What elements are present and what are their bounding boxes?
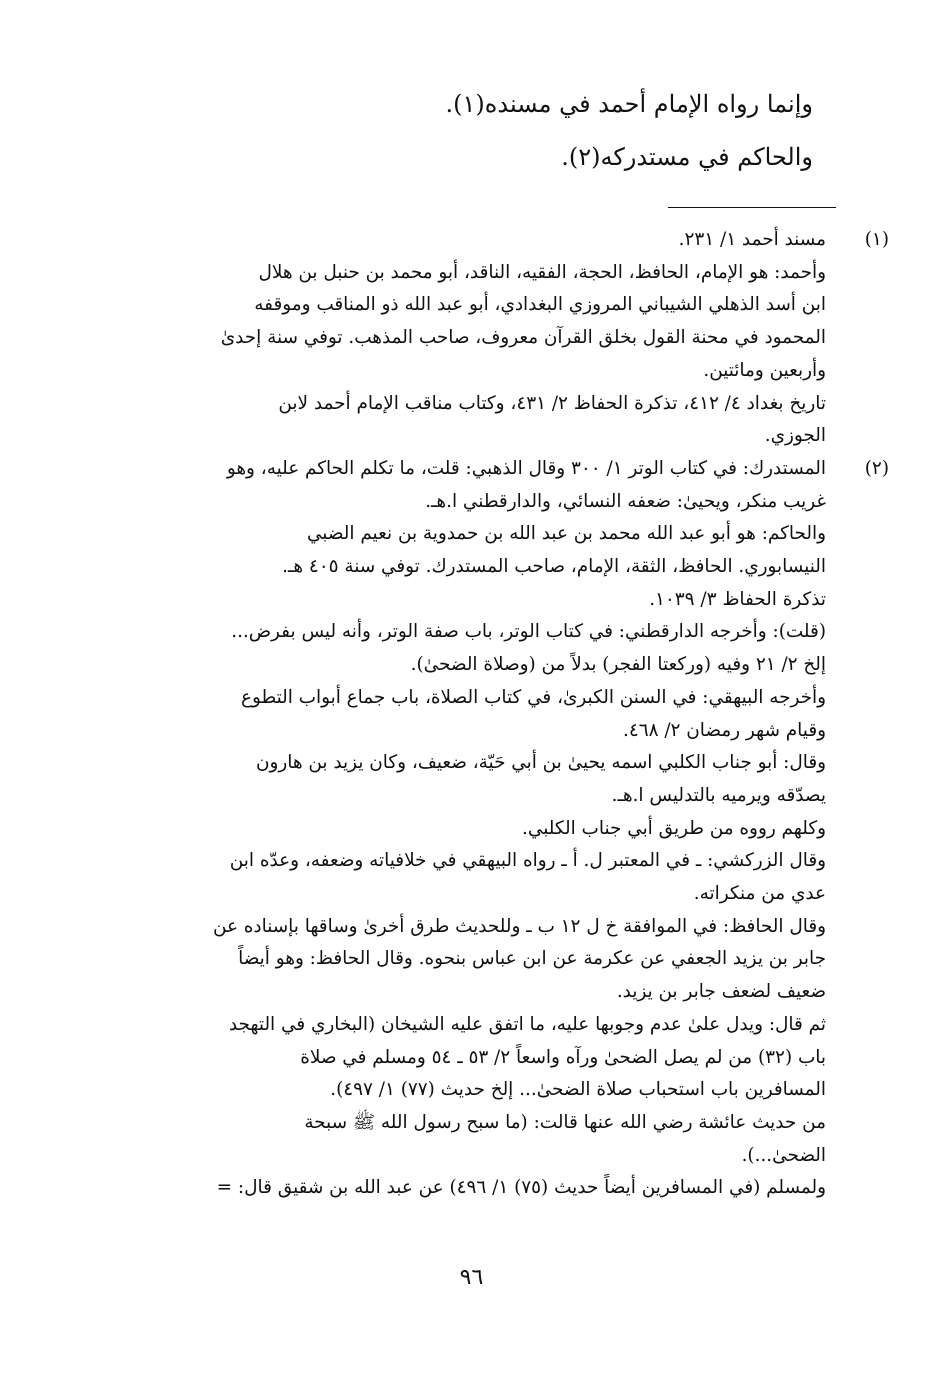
- footnote-line: (قلت): وأخرجه الدارقطني: في كتاب الوتر، باب صفة الوتر، وأنه ليس بفرض...: [231, 621, 826, 643]
- page-number: ٩٦: [459, 1265, 484, 1290]
- main-line: وإنما رواه الإمام أحمد في مسنده(١).: [445, 90, 813, 118]
- footnote-line: ثم قال: ويدل علىٰ عدم وجوبها عليه، ما اتفق عليه الشيخان (البخاري في التهجد: [228, 1013, 826, 1035]
- footnote-number: (٢): [864, 457, 889, 479]
- footnote-line: المسافرين باب استحباب صلاة الضحىٰ... إلخ حديث (٧٧) ١/ ٤٩٧).: [330, 1079, 826, 1101]
- footnote-1: [92, 224, 889, 453]
- footnote-line: النيسابوري. الحافظ، الثقة، الإمام، صاحب المستدرك. توفي سنة ٤٠٥ هـ.: [282, 556, 826, 578]
- footnotes: [92, 224, 889, 1205]
- footnote-line: المحمود في محنة القول بخلق القرآن معروف، صاحب المذهب. توفي سنة إحدىٰ: [220, 327, 826, 349]
- footnote-line: الضحىٰ...).: [741, 1144, 826, 1166]
- footnote-line: وكلهم رووه من طريق أبي جناب الكلبي.: [522, 817, 826, 839]
- footnote-line: وقيام شهر رمضان ٢/ ٤٦٨.: [622, 719, 826, 741]
- footnote-line: غريب منكر، ويحيىٰ: ضعفه النسائي، والدارقطني ا.هـ.: [425, 490, 826, 512]
- footnote-line: وقال الحافظ: في الموافقة خ ل ١٢ ب ـ وللحديث طرق أخرىٰ وساقها بإسناده عن: [212, 915, 826, 937]
- footnote-line: المستدرك: في كتاب الوتر ١/ ٣٠٠ وقال الذهبي: قلت، ما تكلم الحاكم عليه، وهو: [226, 457, 826, 479]
- footnote-line: مسند أحمد ١/ ٢٣١.: [678, 229, 826, 250]
- footnote-line: عدي من منكراته.: [693, 883, 826, 905]
- footnote-line: يصدّقه ويرميه بالتدليس ا.هـ.: [611, 784, 826, 806]
- footnote-number: (١): [864, 229, 889, 250]
- footnote-separator: [668, 207, 836, 208]
- footnote-line: والحاكم: هو أبو عبد الله محمد بن عبد الله بن حمدوية بن نعيم الضبي: [306, 523, 826, 545]
- footnote-line: وأحمد: هو الإمام، الحافظ، الحجة، الفقيه، الناقد، أبو محمد بن حنبل بن هلال: [258, 261, 826, 283]
- footnote-line: من حديث عائشة رضي الله عنها قالت: (ما سبح رسول الله ﷺ سبحة: [304, 1111, 826, 1133]
- footnote-line: ضعيف لضعف جابر بن يزيد.: [616, 981, 826, 1003]
- footnote-line: وقال: أبو جناب الكلبي اسمه يحيىٰ بن أبي حَيّة، ضعيف، وكان يزيد بن هارون: [256, 752, 826, 774]
- footnote-line: إلخ ٢/ ٢١ وفيه (وركعتا الفجر) بدلاً من (وصلاة الضحىٰ).: [410, 654, 826, 676]
- footnote-2: [92, 453, 889, 1205]
- footnote-line: وقال الزركشي: ـ في المعتبر ل. أ ـ رواه البيهقي في خلافياته وضعفه، وعدّه ابن: [229, 850, 826, 872]
- footnote-line: الجوزي.: [764, 425, 826, 447]
- footnote-line: ولمسلم (في المسافرين أيضاً حديث (٧٥) ١/ ٤٩٦) عن عبد الله بن شقيق قال: =: [216, 1177, 826, 1199]
- main-line: والحاكم في مستدركه(٢).: [561, 143, 813, 171]
- footnote-line: تاريخ بغداد ٤/ ٤١٢، تذكرة الحفاظ ٢/ ٤٣١، وكتاب مناقب الإمام أحمد لابن: [278, 392, 826, 414]
- footnote-line: ابن أسد الذهلي الشيباني المروزي البغدادي، أبو عبد الله ذو المناقب وموقفه: [254, 294, 826, 316]
- footnote-line: تذكرة الحفاظ ٣/ ١٠٣٩.: [649, 588, 826, 610]
- main-text: [90, 78, 813, 184]
- footnote-line: وأربعين ومائتين.: [703, 359, 826, 381]
- footnote-line: باب (٣٢) من لم يصل الضحىٰ ورآه واسعاً ٢/ ٥٣ ـ ٥٤ ومسلم في صلاة: [300, 1046, 826, 1068]
- footnote-line: جابر بن يزيد الجعفي عن عكرمة عن ابن عباس بنحوه. وقال الحافظ: وهو أيضاً: [238, 948, 826, 970]
- footnote-line: وأخرجه البيهقي: في السنن الكبرىٰ، في كتاب الصلاة، باب جماع أبواب التطوع: [241, 686, 826, 708]
